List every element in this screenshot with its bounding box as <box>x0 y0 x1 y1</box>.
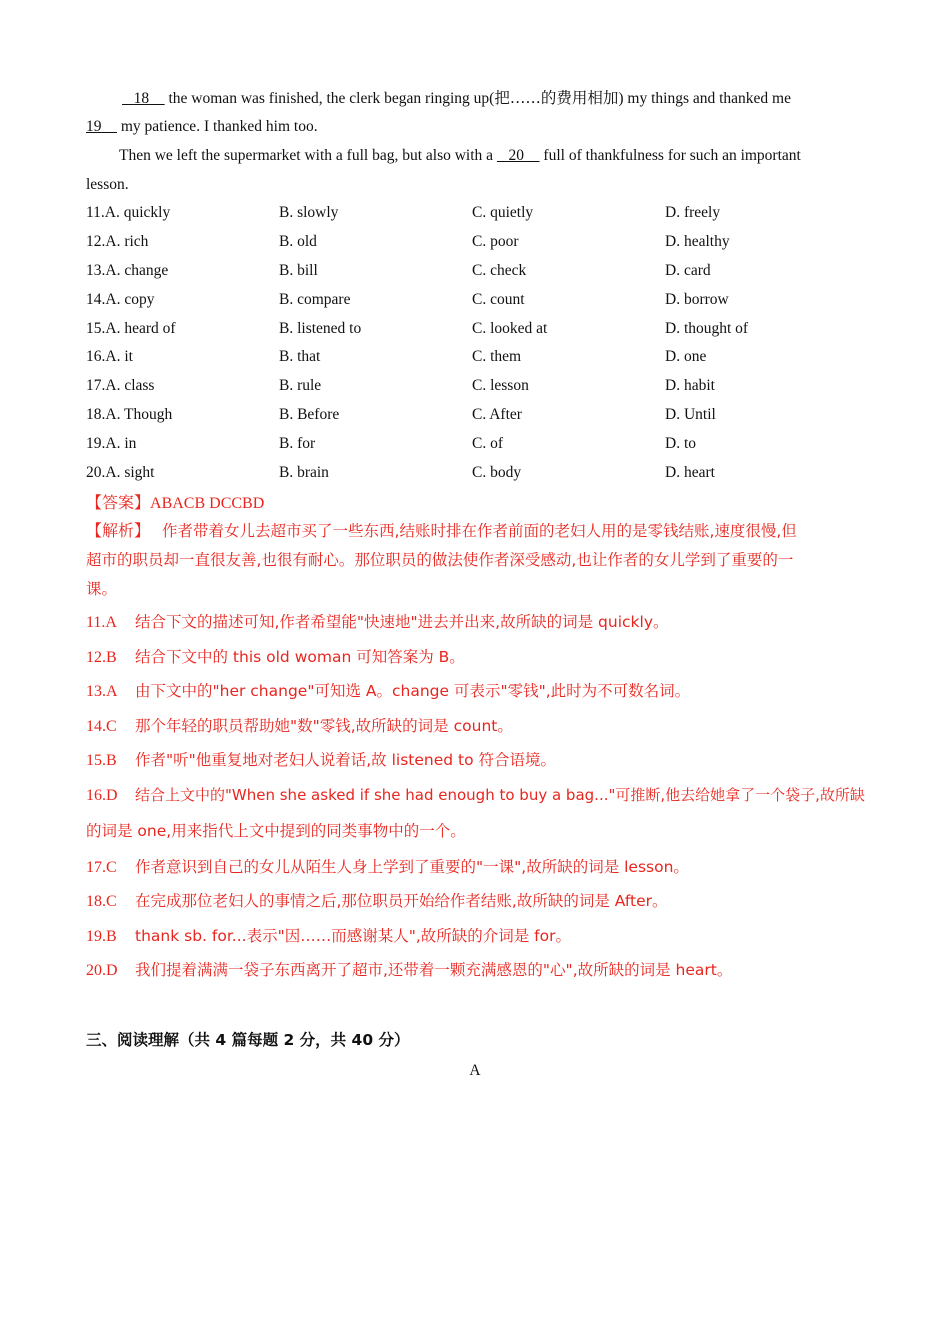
analysis-text: 作者带着女儿去超市买了一些东西,结账时排在作者前面的老妇人用的是零钱结账,速度很慢,但 <box>162 522 797 540</box>
option-d: D. card <box>665 261 711 279</box>
passage-text: full of thankfulness for such an important <box>539 147 801 164</box>
explanation-text: 作者意识到自己的女儿从陌生人身上学到了重要的"一课",故所缺的词是 lesson。 <box>135 858 689 876</box>
explanation-number: 15.B <box>86 752 117 769</box>
analysis-text: 课。 <box>86 580 118 598</box>
passage-text: Then we left the supermarket with a full bag, but also with a <box>119 147 497 164</box>
option-b: B. Before <box>279 406 340 424</box>
explanation-19 <box>86 925 571 948</box>
explanation-number: 11.A <box>86 614 117 631</box>
passage-line-4 <box>86 175 129 195</box>
option-a: 17.A. class <box>86 377 155 395</box>
blank-19: 19 <box>86 118 102 135</box>
option-d: D. healthy <box>665 232 730 250</box>
option-b: B. that <box>279 348 321 366</box>
explanation-text: 在完成那位老妇人的事情之后,那位职员开始给作者结账,故所缺的词是 After。 <box>135 892 668 910</box>
passage-text: the woman was finished, the clerk began ringing up( <box>164 90 495 107</box>
option-b: B. for <box>279 435 316 453</box>
analysis-label: 【解析】 <box>86 521 151 540</box>
option-c: C. poor <box>472 232 519 250</box>
explanation-11 <box>86 611 669 634</box>
option-a: 15.A. heard of <box>86 319 176 337</box>
section-title: 三、阅读理解（共 4 篇每题 2 分，共 40 分） <box>86 1031 410 1049</box>
option-row <box>86 347 866 376</box>
explanation-text: thank sb. for...表示"因……而感谢某人",故所缺的介词是 for。 <box>135 927 571 945</box>
passage-text: lesson. <box>86 176 129 193</box>
explanation-number: 19.B <box>86 928 117 945</box>
explanation-number: 12.B <box>86 649 117 666</box>
passage-text: ) my things and thanked me <box>618 90 791 107</box>
passage-line-1 <box>122 88 791 109</box>
explanation-18 <box>86 890 668 913</box>
explanation-text: 那个年轻的职员帮助她"数"零钱,故所缺的词是 count。 <box>135 717 513 735</box>
option-c: C. body <box>472 464 522 482</box>
option-row <box>86 463 866 492</box>
blank-20: 20 <box>508 147 525 164</box>
option-a: 11.A. quickly <box>86 204 171 221</box>
option-b: B. listened to <box>279 319 362 337</box>
answer-value: ABACB DCCBD <box>150 495 265 512</box>
explanation-number: 16.D <box>86 787 118 804</box>
option-a: 16.A. it <box>86 348 133 366</box>
explanation-14 <box>86 715 513 738</box>
answer-label: 【答案】 <box>86 493 151 512</box>
option-d: D. thought of <box>665 319 749 337</box>
explanation-text: 结合下文的描述可知,作者希望能"快速地"进去并出来,故所缺的词是 quickly。 <box>135 613 669 631</box>
option-c: C. them <box>472 348 522 366</box>
blank-18: 18 <box>133 90 150 107</box>
explanation-text: 作者"听"他重复地对老妇人说着话,故 listened to 符合语境。 <box>135 751 557 769</box>
option-d: D. borrow <box>665 290 729 308</box>
explanation-12 <box>86 646 465 669</box>
passage-text: my patience. I thanked him too. <box>117 118 318 135</box>
answer-line <box>86 493 264 514</box>
option-row <box>86 319 866 348</box>
explanation-text: 的词是 one,用来指代上文中提到的同类事物中的一个。 <box>86 822 466 840</box>
option-row <box>86 434 866 463</box>
option-row <box>86 376 866 405</box>
passage-cn-gloss: 把……的费用相加 <box>494 89 619 107</box>
option-c: C. lesson <box>472 377 529 395</box>
option-row <box>86 232 866 261</box>
passage-line-2 <box>86 117 318 137</box>
option-row <box>86 405 866 434</box>
option-row <box>86 203 866 232</box>
explanation-20 <box>86 959 732 982</box>
option-a: 13.A. change <box>86 261 169 279</box>
option-c: C. quietly <box>472 204 534 221</box>
option-b: B. old <box>279 232 317 250</box>
option-d: D. one <box>665 348 707 366</box>
explanation-number: 13.A <box>86 683 118 700</box>
analysis-line-2 <box>86 549 793 572</box>
option-row <box>86 290 866 319</box>
passage-label: A <box>469 1062 481 1079</box>
option-c: C. check <box>472 261 527 279</box>
explanation-number: 20.D <box>86 962 118 979</box>
option-c: C. looked at <box>472 319 548 337</box>
option-c: C. After <box>472 406 522 424</box>
option-b: B. brain <box>279 464 329 482</box>
explanation-number: 14.C <box>86 718 117 735</box>
option-b: B. compare <box>279 290 351 308</box>
option-d: D. freely <box>665 204 721 221</box>
option-row <box>86 261 866 290</box>
options-table <box>86 203 866 492</box>
option-a: 14.A. copy <box>86 290 155 308</box>
option-d: D. Until <box>665 406 716 424</box>
option-b: B. rule <box>279 377 322 395</box>
explanation-16-cont <box>86 820 466 843</box>
option-b: B. bill <box>279 261 318 279</box>
explanation-17 <box>86 856 689 879</box>
explanation-number: 18.C <box>86 893 117 910</box>
explanation-text: 结合下文中的 this old woman 可知答案为 B。 <box>135 648 465 666</box>
analysis-line-3 <box>86 578 117 601</box>
explanation-13 <box>86 680 690 703</box>
explanation-text: 由下文中的"her change"可知选 A。change 可表示"零钱",此时为不可数名词。 <box>135 682 691 700</box>
option-b: B. slowly <box>279 204 339 221</box>
option-c: C. of <box>472 435 503 453</box>
explanation-number: 17.C <box>86 859 117 876</box>
analysis-line-1 <box>86 520 797 543</box>
explanation-text: 我们提着满满一袋子东西离开了超市,还带着一颗充满感恩的"心",故所缺的词是 heart。 <box>135 961 733 979</box>
option-a: 18.A. Though <box>86 406 173 424</box>
option-a: 20.A. sight <box>86 464 155 482</box>
explanation-16 <box>86 784 865 807</box>
passage-line-3 <box>119 146 801 166</box>
option-d: D. habit <box>665 377 715 395</box>
explanation-15 <box>86 749 556 772</box>
option-a: 12.A. rich <box>86 232 149 250</box>
analysis-text: 超市的职员却一直很友善,也很有耐心。那位职员的做法使作者深受感动,也让作者的女儿学到了重要的一 <box>86 551 794 569</box>
option-c: C. count <box>472 290 525 308</box>
option-d: D. heart <box>665 464 715 482</box>
option-d: D. to <box>665 435 696 453</box>
explanation-text: 结合上文中的"When she asked if she had enough to buy a bag..."可推断,他去给她拿了一个袋子,故所缺 <box>135 786 865 804</box>
option-a: 19.A. in <box>86 435 137 453</box>
